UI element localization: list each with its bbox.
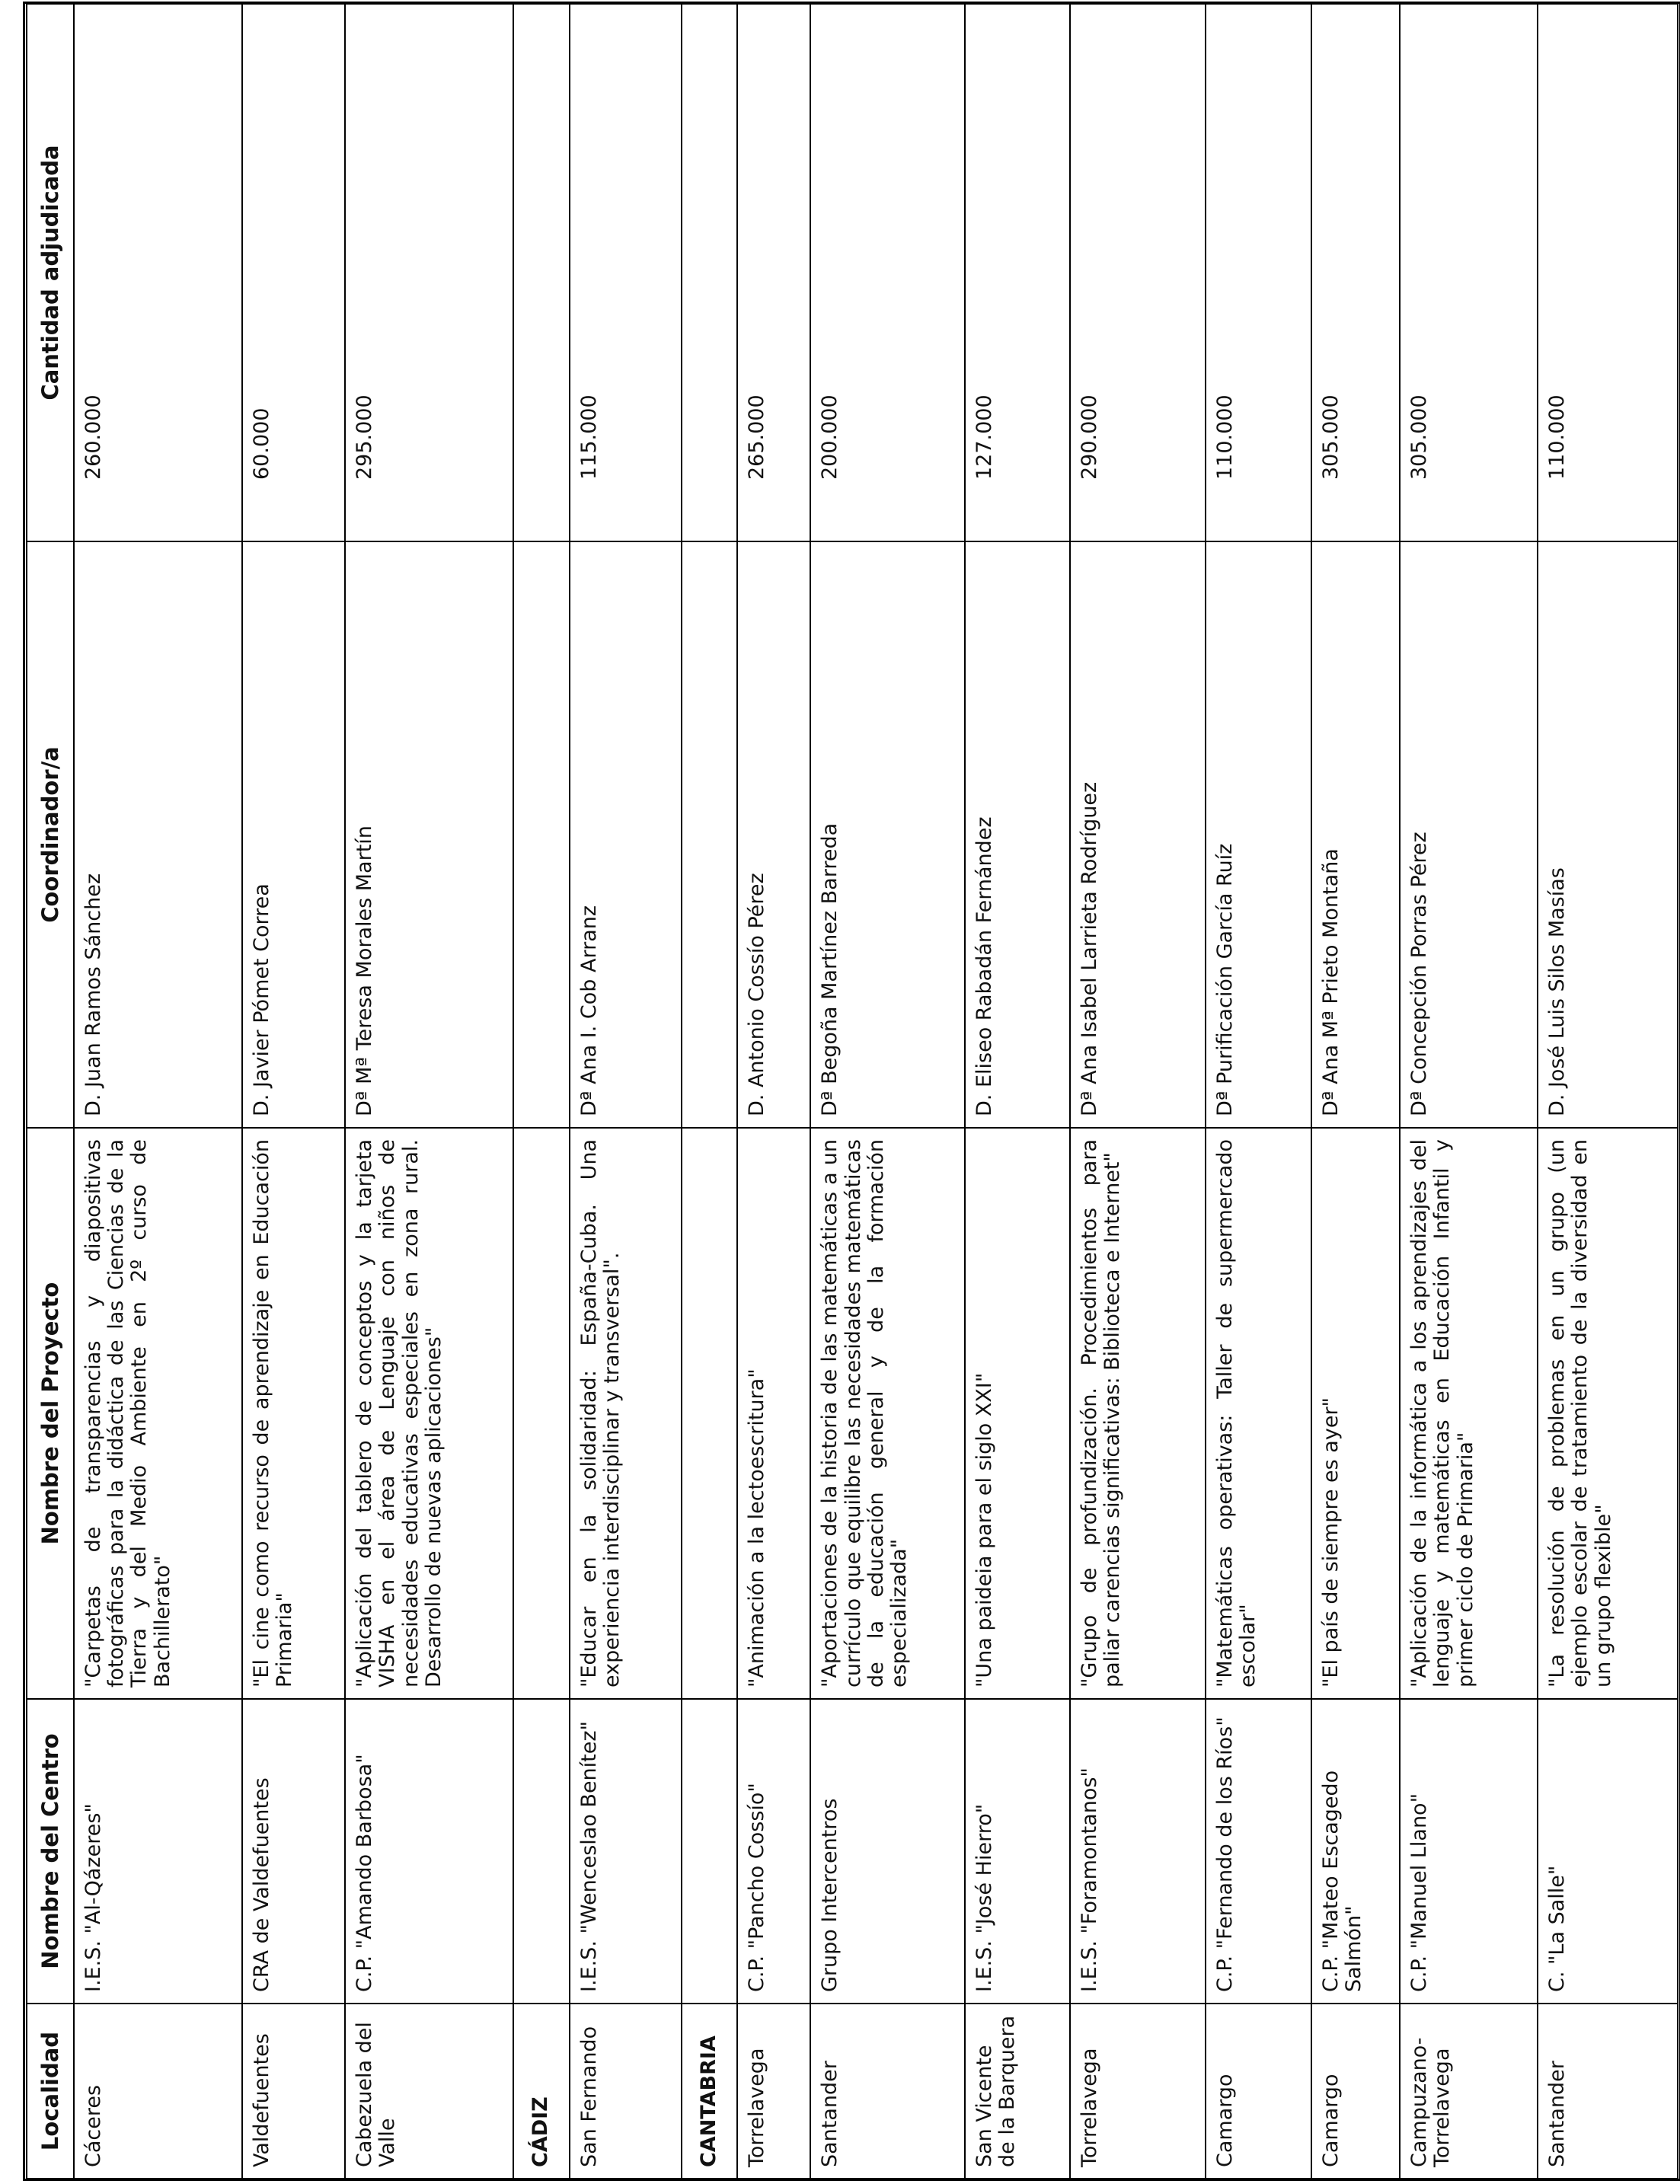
cell-coordinador: Dª Begoña Martínez Barreda <box>810 541 964 1128</box>
section-title-cantabria: CANTABRIA <box>682 2004 738 2179</box>
cell-centro: I.E.S. "Foramontanos" <box>1070 1699 1206 2004</box>
cell-proyecto: "Matemáticas operativas: Taller de supermercado escolar" <box>1206 1128 1311 1699</box>
table-row <box>737 4 810 2179</box>
cell-centro: C.P. "Fernando de los Ríos" <box>1206 1699 1311 2004</box>
table-row <box>965 4 1071 2179</box>
table-row <box>1311 4 1401 2179</box>
cell-localidad: Santander <box>810 2004 964 2179</box>
table-row <box>1070 4 1206 2179</box>
cell-coordinador: D. Javier Pómet Correa <box>242 541 346 1128</box>
cell-cantidad: 110.000 <box>1538 4 1678 541</box>
cell-proyecto: "La resolución de problemas en un grupo (un ejemplo escolar de tratamiento de la diversidad en un grupo flexible" <box>1538 1128 1678 1699</box>
cell-centro: I.E.S. "Wenceslao Benítez" <box>570 1699 682 2004</box>
cell-coordinador: D. Antonio Cossío Pérez <box>737 541 810 1128</box>
cell-cantidad: 200.000 <box>810 4 964 541</box>
header-centro: Nombre del Centro <box>27 1699 74 2004</box>
table-row <box>570 4 682 2179</box>
cell-centro: Grupo Intercentros <box>810 1699 964 2004</box>
table-row <box>74 4 242 2179</box>
cell-coordinador: Dª Ana Isabel Larrieta Rodríguez <box>1070 541 1206 1128</box>
cell-cantidad: 305.000 <box>1311 4 1401 541</box>
cell-centro: C.P. "Mateo Escagedo Salmón" <box>1311 1699 1401 2004</box>
header-proyecto: Nombre del Proyecto <box>27 1128 74 1699</box>
cell-cantidad: 305.000 <box>1400 4 1538 541</box>
cell-proyecto: "El país de siempre es ayer" <box>1311 1128 1401 1699</box>
cell-cantidad: 265.000 <box>737 4 810 541</box>
cell-localidad: Cáceres <box>74 2004 242 2179</box>
cell-centro: I.E.S. "Al-Qázeres" <box>74 1699 242 2004</box>
cell-proyecto: "Aplicación del tablero de conceptos y la tarjeta VISHA en el área de Lenguaje con niños de necesidades educativas especiales en zona rural. Desarrollo de nuevas aplicaciones" <box>345 1128 513 1699</box>
cell-proyecto: "Animación a la lectoescritura" <box>737 1128 810 1699</box>
cell-cantidad: 295.000 <box>345 4 513 541</box>
section-row-cantabria <box>682 4 738 2179</box>
cell-cantidad: 115.000 <box>570 4 682 541</box>
cell-cantidad: 290.000 <box>1070 4 1206 541</box>
table-row <box>345 4 513 2179</box>
cell-cantidad: 127.000 <box>965 4 1071 541</box>
cell-localidad: Torrelavega <box>1070 2004 1206 2179</box>
table-row <box>242 4 346 2179</box>
cell-coordinador: D. José Luis Silos Masías <box>1538 541 1678 1128</box>
rotated-table-container <box>26 5 1678 2179</box>
cell-coordinador: D. Juan Ramos Sánchez <box>74 541 242 1128</box>
cell-proyecto: "El cine como recurso de aprendizaje en Educación Primaria" <box>242 1128 346 1699</box>
header-coordinador: Coordinador/a <box>27 541 74 1128</box>
header-localidad: Localidad <box>27 2004 74 2179</box>
cell-coordinador: Dª Purificación García Ruíz <box>1206 541 1311 1128</box>
cell-coordinador: D. Eliseo Rabadán Fernández <box>965 541 1071 1128</box>
table-header-row <box>27 4 74 2179</box>
cell-centro: C.P. "Pancho Cossío" <box>737 1699 810 2004</box>
cell-centro: C. "La Salle" <box>1538 1699 1678 2004</box>
cell-proyecto: "Grupo de profundización. Procedimientos para paliar carencias significativas: Biblioteca e Internet" <box>1070 1128 1206 1699</box>
cell-localidad: Camargo <box>1206 2004 1311 2179</box>
cell-localidad: Santander <box>1538 2004 1678 2179</box>
cell-proyecto: "Carpetas de transparencias y diapositivas fotográficas para la didáctica de las Ciencias de la Tierra y del Medio Ambiente en 2º curso de Bachillerato" <box>74 1128 242 1699</box>
cell-cantidad: 60.000 <box>242 4 346 541</box>
cell-coordinador: Dª Ana I. Cob Arranz <box>570 541 682 1128</box>
table-row <box>810 4 964 2179</box>
cell-localidad: San Vicente de la Barquera <box>965 2004 1071 2179</box>
cell-proyecto: "Aportaciones de la historia de las matemáticas a un currículo que equilibre las necesidades matemáticas de la educación general y de la formación especializada" <box>810 1128 964 1699</box>
cell-localidad: San Fernando <box>570 2004 682 2179</box>
cell-cantidad: 260.000 <box>74 4 242 541</box>
cell-localidad: Campuzano-Torrelavega <box>1400 2004 1538 2179</box>
cell-centro: C.P. "Manuel Llano" <box>1400 1699 1538 2004</box>
cell-cantidad: 110.000 <box>1206 4 1311 541</box>
table-row <box>1538 4 1678 2179</box>
grants-table <box>26 3 1678 2179</box>
section-row-cadiz <box>513 4 570 2179</box>
cell-localidad: Torrelavega <box>737 2004 810 2179</box>
cell-localidad: Cabezuela del Valle <box>345 2004 513 2179</box>
cell-localidad: Camargo <box>1311 2004 1401 2179</box>
cell-proyecto: "Aplicación de la informática a los aprendizajes del lenguaje y matemáticas en Educación Infantil y primer ciclo de Primaria" <box>1400 1128 1538 1699</box>
section-title-cadiz: CÁDIZ <box>513 2004 570 2179</box>
cell-localidad: Valdefuentes <box>242 2004 346 2179</box>
cell-coordinador: Dª Ana Mª Prieto Montaña <box>1311 541 1401 1128</box>
cell-centro: I.E.S. "José Hierro" <box>965 1699 1071 2004</box>
table-row <box>1206 4 1311 2179</box>
cell-proyecto: "Educar en la solidaridad: España-Cuba. Una experiencia interdisciplinar y transversal". <box>570 1128 682 1699</box>
cell-centro: CRA de Valdefuentes <box>242 1699 346 2004</box>
cell-coordinador: Dª Concepción Porras Pérez <box>1400 541 1538 1128</box>
cell-coordinador: Dª Mª Teresa Morales Martín <box>345 541 513 1128</box>
cell-centro: C.P. "Amando Barbosa" <box>345 1699 513 2004</box>
header-cantidad: Cantidad adjudicada <box>27 4 74 541</box>
cell-proyecto: "Una paideia para el siglo XXI" <box>965 1128 1071 1699</box>
table-row <box>1400 4 1538 2179</box>
